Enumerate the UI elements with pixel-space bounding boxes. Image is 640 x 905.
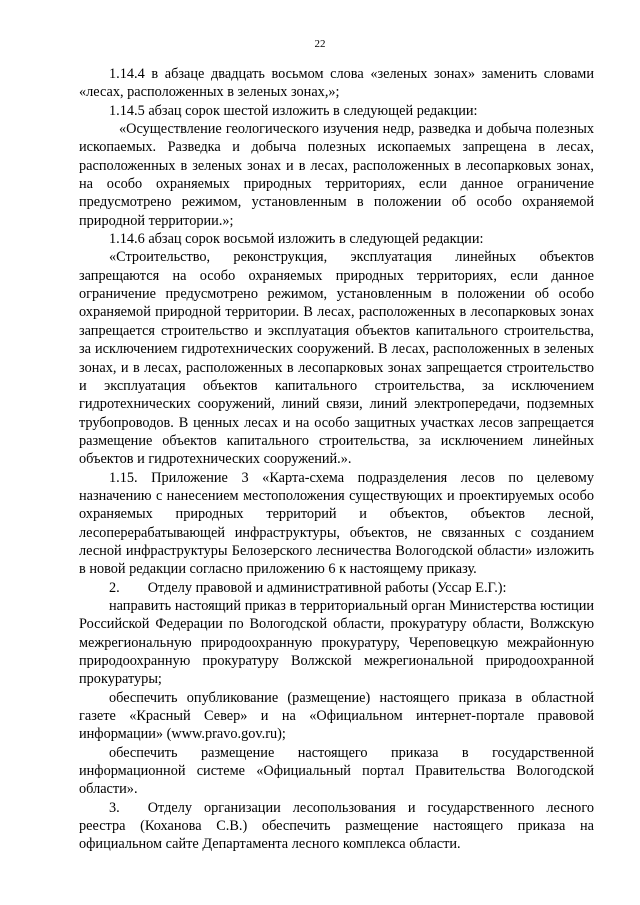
paragraph-number: 2. [109,579,120,596]
quoted-paragraph-geology: «Осуществление геологического изучения недр, разведка и добыча полезных ископаемых. Разведка и добыча полезных ископаемых запрещена в лесах, расположенных в зеленых зонах и в лесах, расположенных в лесопарковых зонах, на особо охраняемых природных территориях, если данное ограничение предусмотрено режимом, установленным в положении об особо охраняемой природной территории.»; [79,121,594,229]
document-body [79,65,594,854]
paragraph-1-14-4: 1.14.4 в абзаце двадцать восьмом слова «зеленых зонах» заменить словами «лесах, расположенных в зеленых зонах,»; [79,66,594,101]
paragraph-publish-order: обеспечить опубликование (размещение) настоящего приказа в областной газете «Красный Север» и на «Официальном интернет-портале правовой информации» (www.pravo.gov.ru); [79,689,594,743]
paragraph-3 [79,799,594,854]
page-number: 22 [314,38,326,50]
quoted-paragraph-construction: «Строительство, реконструкция, эксплуатация линейных объектов запрещаются на особо охраняемых природных территориях, если данное ограничение предусмотрено режимом, установленным в положении об особо охраняемой природной территории. В лесах, расположенных в лесопарковых зонах запрещается строительство и эксплуатация объектов капитального строительства, за исключением гидротехнических сооружений. В лесах, расположенных в зеленых зонах, и в лесах, расположенных в лесопарковых зонах запрещается строительство и эксплуатация объектов капитального строительства, за исключением гидротехнических сооружений, линий связи, линий электропередачи, подземных трубопроводов. В ценных лесах и на особо защитных участках лесов запрещается размещение объектов капитального строительства, за исключением линейных объектов и гидротехнических сооружений.». [79,249,594,468]
paragraph-place-order: обеспечить размещение настоящего приказа в государственной информационной системе «Официальный портал Правительства Вологодской области». [79,744,594,798]
paragraph-number: 3. [109,799,120,816]
paragraph-send-order: направить настоящий приказ в территориальный орган Министерства юстиции Российской Федерации по Вологодской области, прокуратуру области, Волжскую межрегиональную природоохранную прокуратуру, Череповецкую межрайонную природоохранную прокуратуру Волжской межрегиональной природоохранной прокуратуры; [79,597,594,688]
paragraph-text: Отделу организации лесопользования и государственного лесного реестра (Коханова С.В.) обеспечить размещение настоящего приказа на официальном сайте Департамента лесного комплекса области. [79,799,594,853]
paragraph-1-14-6: 1.14.6 абзац сорок восьмой изложить в следующей редакции: [109,231,484,248]
paragraph-1-15: 1.15. Приложение 3 «Карта-схема подразделения лесов по целевому назначению с нанесением местоположения существующих и проектируемых особо охраняемых природных территорий и объектов, объектов лесной, лесоперерабатывающей инфраструктуры, объектов, не связанных с созданием лесной инфраструктуры Белозерского лесничества Вологодской области» изложить в новой редакции согласно приложению 6 к настоящему приказу. [79,469,594,578]
paragraph-text: Отделу правовой и административной работы (Уссар Е.Г.): [147,579,507,596]
paragraph-1-14-5: 1.14.5 абзац сорок шестой изложить в следующей редакции: [109,102,478,119]
paragraph-2 [79,579,594,597]
